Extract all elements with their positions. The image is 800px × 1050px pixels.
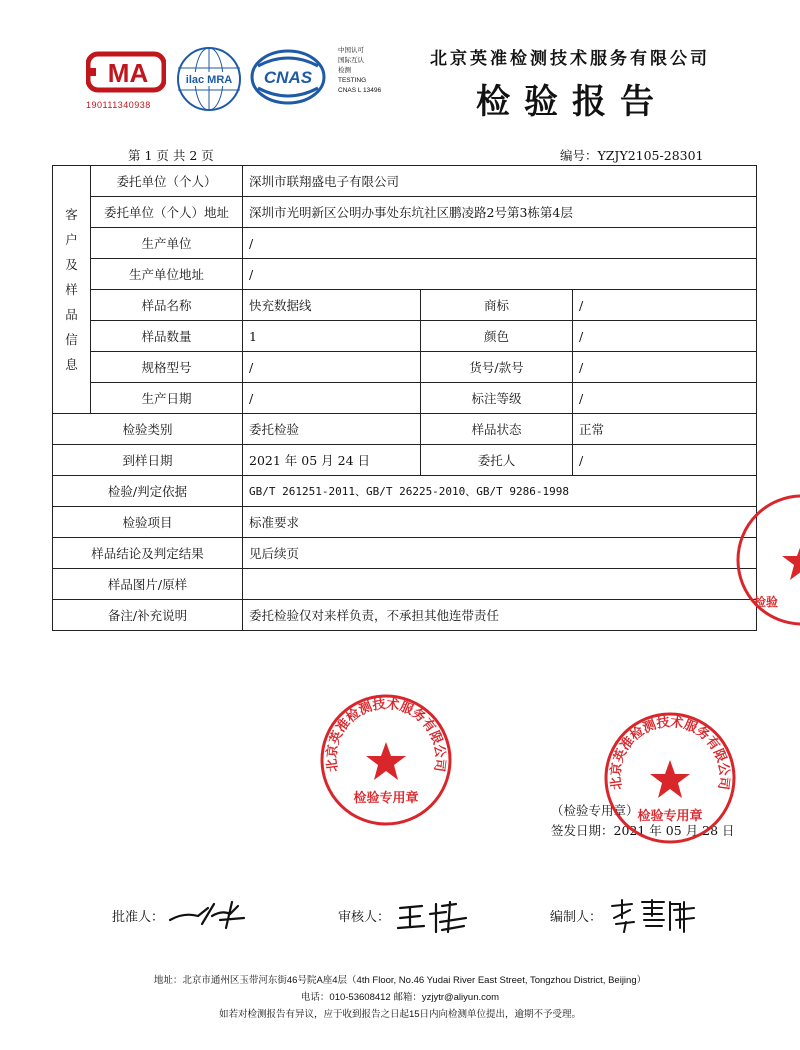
cnas-line: 检测 bbox=[338, 67, 351, 74]
sample-photo-label: 样品图片/原样 bbox=[53, 569, 243, 600]
cnas-accreditation-text bbox=[338, 46, 418, 96]
entrusted-person-label: 委托人 bbox=[421, 445, 573, 476]
approver-label: 批准人： bbox=[112, 910, 165, 925]
sample-state-value: 正常 bbox=[573, 414, 757, 445]
cma-code: 190111340938 bbox=[86, 100, 151, 110]
approver-signature bbox=[168, 898, 248, 934]
test-type-value: 委托检验 bbox=[243, 414, 421, 445]
client-value: 深圳市联翔盛电子有限公司 bbox=[243, 166, 757, 197]
edge-seal-stamp bbox=[734, 492, 800, 628]
model-value: / bbox=[243, 352, 421, 383]
reviewer-label: 审核人： bbox=[338, 910, 391, 925]
basis-label: 检验/判定依据 bbox=[53, 476, 243, 507]
table-row bbox=[53, 352, 757, 383]
footer-contact: 电话：010-53608412 邮箱：yzjytr@aliyun.com bbox=[300, 992, 500, 1003]
sample-name-label: 样品名称 bbox=[91, 290, 243, 321]
remarks-value: 委托检验仅对来样负责，不承担其他连带责任 bbox=[243, 600, 757, 631]
customer-sample-info-label bbox=[53, 166, 91, 414]
production-date-value: / bbox=[243, 383, 421, 414]
cma-logo-text: MA bbox=[107, 58, 149, 88]
footer-address: 地址：北京市通州区玉带河东街46号院A座4层（4th Floor, No.46 Yudai River East Street, Tongzhou District, Beijing） bbox=[153, 975, 647, 986]
client-label: 委托单位（个人） bbox=[91, 166, 243, 197]
conclusion-value: 见后续页 bbox=[243, 538, 757, 569]
sample-state-label: 样品状态 bbox=[421, 414, 573, 445]
table-row bbox=[53, 321, 757, 352]
item-no-value: / bbox=[573, 352, 757, 383]
test-type-label: 检验类别 bbox=[53, 414, 243, 445]
company-name: 北京英准检测技术服务有限公司 bbox=[430, 49, 710, 69]
grade-value: / bbox=[573, 383, 757, 414]
report-number: 编号：YZJY2105-28301 bbox=[560, 148, 704, 163]
ilac-logo-text: ilac MRA bbox=[185, 74, 233, 86]
cnas-line: CNAS L 13496 bbox=[338, 87, 382, 94]
sample-qty-label: 样品数量 bbox=[91, 321, 243, 352]
stamp-note: （检验专用章） bbox=[551, 803, 639, 818]
color-value: / bbox=[573, 321, 757, 352]
brand-value: / bbox=[573, 290, 757, 321]
inspection-seal-stamp bbox=[318, 692, 454, 828]
test-items-value: 标准要求 bbox=[243, 507, 757, 538]
model-label: 规格型号 bbox=[91, 352, 243, 383]
brand-label: 商标 bbox=[421, 290, 573, 321]
stamp-center-text: 检验专用章 bbox=[637, 809, 703, 824]
arrival-date-value: 2021 年 05 月 24 日 bbox=[243, 445, 421, 476]
table-row bbox=[53, 476, 757, 507]
table-row bbox=[53, 383, 757, 414]
arrival-date-label: 到样日期 bbox=[53, 445, 243, 476]
cma-logo bbox=[86, 48, 166, 96]
basis-value: GB/T 261251-2011、GB/T 26225-2010、GB/T 9286-1998 bbox=[243, 476, 757, 507]
cnas-logo-text: CNAS bbox=[263, 68, 313, 87]
sample-name-value: 快充数据线 bbox=[243, 290, 421, 321]
item-no-label: 货号/款号 bbox=[421, 352, 573, 383]
table-row bbox=[53, 507, 757, 538]
manufacturer-value: / bbox=[243, 228, 757, 259]
color-label: 颜色 bbox=[421, 321, 573, 352]
client-address-label: 委托单位（个人）地址 bbox=[91, 197, 243, 228]
client-address-value: 深圳市光明新区公明办事处东坑社区鹏凌路2号第3栋第4层 bbox=[243, 197, 757, 228]
manufacturer-label: 生产单位 bbox=[91, 228, 243, 259]
table-row bbox=[53, 228, 757, 259]
cnas-line: TESTING bbox=[338, 77, 367, 84]
cnas-line: 中国认可 bbox=[338, 47, 364, 54]
side-label-text: 客户及样品信息 bbox=[65, 207, 78, 372]
cnas-logo bbox=[250, 48, 326, 106]
entrusted-person-value: / bbox=[573, 445, 757, 476]
remarks-label: 备注/补充说明 bbox=[53, 600, 243, 631]
table-row bbox=[53, 290, 757, 321]
table-row bbox=[53, 259, 757, 290]
report-title: 检验报告 bbox=[476, 82, 668, 122]
reviewer-signature bbox=[396, 898, 472, 936]
conclusion-label: 样品结论及判定结果 bbox=[53, 538, 243, 569]
editor-label: 编制人： bbox=[550, 910, 603, 925]
stamp-ring-text: 北京英准检测技术服务有限公司 bbox=[324, 697, 448, 773]
svg-text:检验: 检验 bbox=[754, 595, 779, 609]
stamp-center-text: 检验专用章 bbox=[353, 791, 419, 806]
table-row bbox=[53, 569, 757, 600]
table-row bbox=[53, 538, 757, 569]
stamp-ring-text: 北京英准检测技术服务有限公司 bbox=[608, 715, 732, 791]
editor-signature bbox=[608, 896, 698, 936]
manufacturer-address-value: / bbox=[243, 259, 757, 290]
cnas-line: 国际互认 bbox=[338, 57, 364, 64]
page-info: 第 1 页 共 2 页 bbox=[128, 148, 214, 163]
table-row bbox=[53, 445, 757, 476]
table-row bbox=[53, 414, 757, 445]
table-row bbox=[53, 197, 757, 228]
issue-date: 签发日期：2021 年 05 月 28 日 bbox=[551, 823, 735, 838]
test-items-label: 检验项目 bbox=[53, 507, 243, 538]
manufacturer-address-label: 生产单位地址 bbox=[91, 259, 243, 290]
inspection-seal-stamp bbox=[602, 710, 738, 846]
footer-notice: 如若对检测报告有异议，应于收到报告之日起15日内向检测单位提出，逾期不予受理。 bbox=[218, 1009, 582, 1020]
ilac-mra-logo bbox=[176, 46, 242, 112]
grade-label: 标注等级 bbox=[421, 383, 573, 414]
table-row bbox=[53, 166, 757, 197]
sample-qty-value: 1 bbox=[243, 321, 421, 352]
production-date-label: 生产日期 bbox=[91, 383, 243, 414]
table-row bbox=[53, 600, 757, 631]
